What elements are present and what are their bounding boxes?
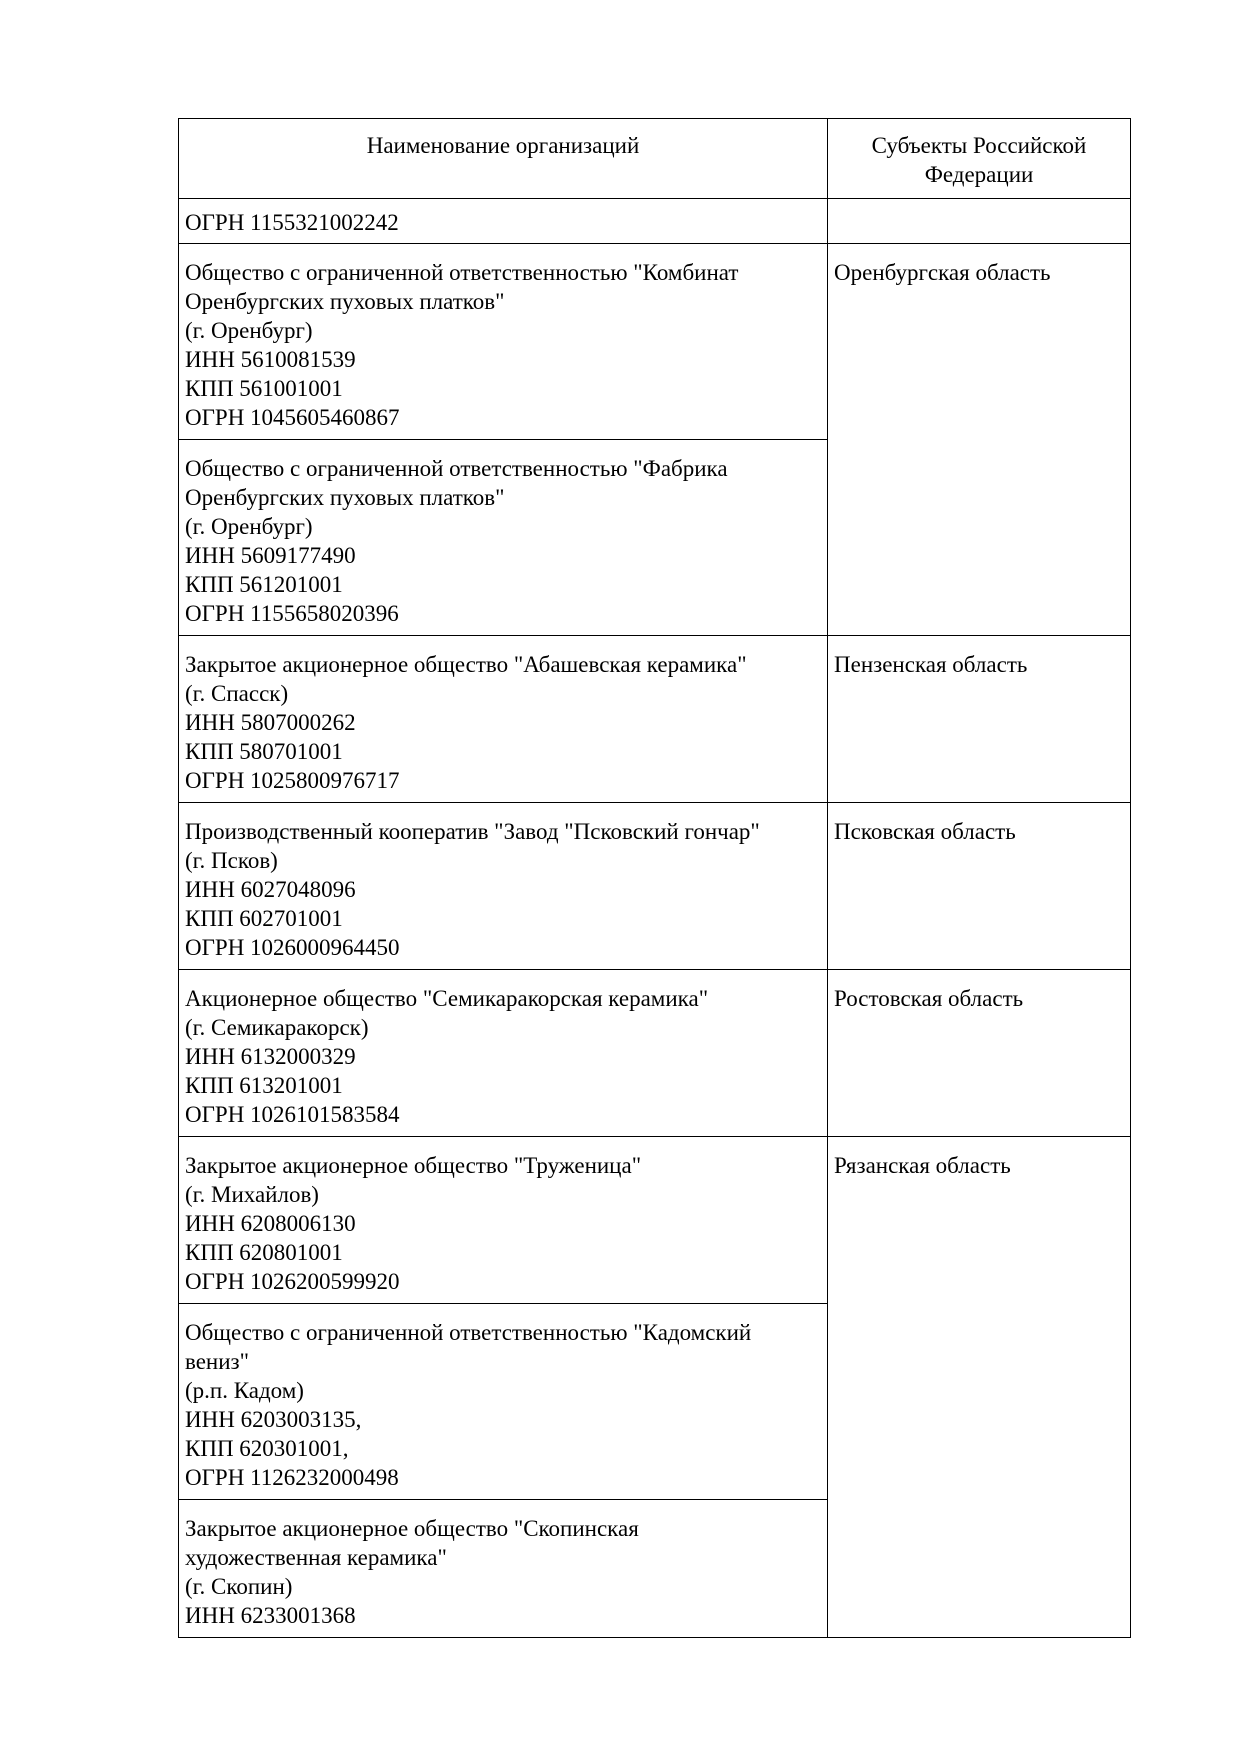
org-cell — [179, 440, 828, 636]
org-cell — [179, 970, 828, 1137]
region-name: Рязанская область — [834, 1153, 1011, 1178]
org-line: ОГРН 1025800976717 — [185, 768, 400, 793]
org-line: ИНН 5610081539 — [185, 347, 356, 372]
table-row — [179, 199, 1131, 244]
org-line: ОГРН 1126232000498 — [185, 1465, 399, 1490]
org-line: ИНН 5807000262 — [185, 710, 356, 735]
table-row — [179, 1137, 1131, 1304]
org-line: (г. Оренбург) — [185, 514, 313, 539]
org-line: художественная керамика" — [185, 1545, 447, 1570]
region-cell-orenburg — [828, 244, 1131, 636]
org-cell — [179, 1137, 828, 1304]
region-name: Пензенская область — [834, 652, 1028, 677]
org-line: Акционерное общество "Семикаракорская керамика" — [185, 986, 709, 1011]
org-line: Общество с ограниченной ответственностью "Фабрика — [185, 456, 728, 481]
org-cell — [179, 636, 828, 803]
org-cell — [179, 803, 828, 970]
region-cell-rostov — [828, 970, 1131, 1137]
org-line: ОГРН 1045605460867 — [185, 405, 400, 430]
region-name: Оренбургская область — [834, 260, 1051, 285]
header-organizations: Наименование организаций — [179, 119, 828, 199]
org-line: КПП 561201001 — [185, 572, 343, 597]
region-cell-ryazan — [828, 1137, 1131, 1638]
region-cell-penza — [828, 636, 1131, 803]
org-line: ОГРН 1155321002242 — [185, 210, 399, 235]
org-cell — [179, 1304, 828, 1500]
org-line: (г. Спасск) — [185, 681, 289, 706]
org-line: ИНН 6027048096 — [185, 877, 356, 902]
org-line: ОГРН 1026200599920 — [185, 1269, 400, 1294]
org-line: ОГРН 1026101583584 — [185, 1102, 400, 1127]
region-cell-pskov — [828, 803, 1131, 970]
org-cell — [179, 199, 828, 244]
org-line: ИНН 6203003135, — [185, 1407, 362, 1432]
region-cell-empty — [828, 199, 1131, 244]
table-row — [179, 803, 1131, 970]
table-row — [179, 970, 1131, 1137]
header-regions: Субъекты Российской Федерации — [828, 119, 1131, 199]
organizations-table — [178, 118, 1131, 1638]
org-line: вениз" — [185, 1349, 250, 1374]
org-line: ОГРН 1155658020396 — [185, 601, 399, 626]
org-cell — [179, 1500, 828, 1638]
org-line: Оренбургских пуховых платков" — [185, 289, 505, 314]
org-line: Общество с ограниченной ответственностью "Кадомский — [185, 1320, 752, 1345]
org-line: Закрытое акционерное общество "Труженица" — [185, 1153, 642, 1178]
org-line: Общество с ограниченной ответственностью "Комбинат — [185, 260, 739, 285]
org-line: КПП 602701001 — [185, 906, 343, 931]
org-line: (г. Скопин) — [185, 1574, 293, 1599]
region-name: Ростовская область — [834, 986, 1024, 1011]
org-line: ИНН 6208006130 — [185, 1211, 356, 1236]
org-line: (г. Оренбург) — [185, 318, 313, 343]
org-line: Оренбургских пуховых платков" — [185, 485, 505, 510]
org-cell — [179, 244, 828, 440]
org-line: КПП 561001001 — [185, 376, 343, 401]
org-line: (р.п. Кадом) — [185, 1378, 304, 1403]
table-row — [179, 636, 1131, 803]
org-line: КПП 620801001 — [185, 1240, 343, 1265]
org-line: (г. Михайлов) — [185, 1182, 319, 1207]
table-header-row — [179, 119, 1131, 199]
org-line: Производственный кооператив "Завод "Псковский гончар" — [185, 819, 760, 844]
table-row — [179, 244, 1131, 440]
org-line: (г. Псков) — [185, 848, 278, 873]
org-line: КПП 580701001 — [185, 739, 343, 764]
org-line: ИНН 5609177490 — [185, 543, 356, 568]
org-line: Закрытое акционерное общество "Абашевская керамика" — [185, 652, 747, 677]
org-line: ИНН 6233001368 — [185, 1603, 356, 1628]
region-name: Псковская область — [834, 819, 1016, 844]
org-line: ИНН 6132000329 — [185, 1044, 356, 1069]
org-line: КПП 613201001 — [185, 1073, 343, 1098]
org-line: Закрытое акционерное общество "Скопинская — [185, 1516, 639, 1541]
org-line: КПП 620301001, — [185, 1436, 349, 1461]
org-line: (г. Семикаракорск) — [185, 1015, 369, 1040]
org-line: ОГРН 1026000964450 — [185, 935, 400, 960]
